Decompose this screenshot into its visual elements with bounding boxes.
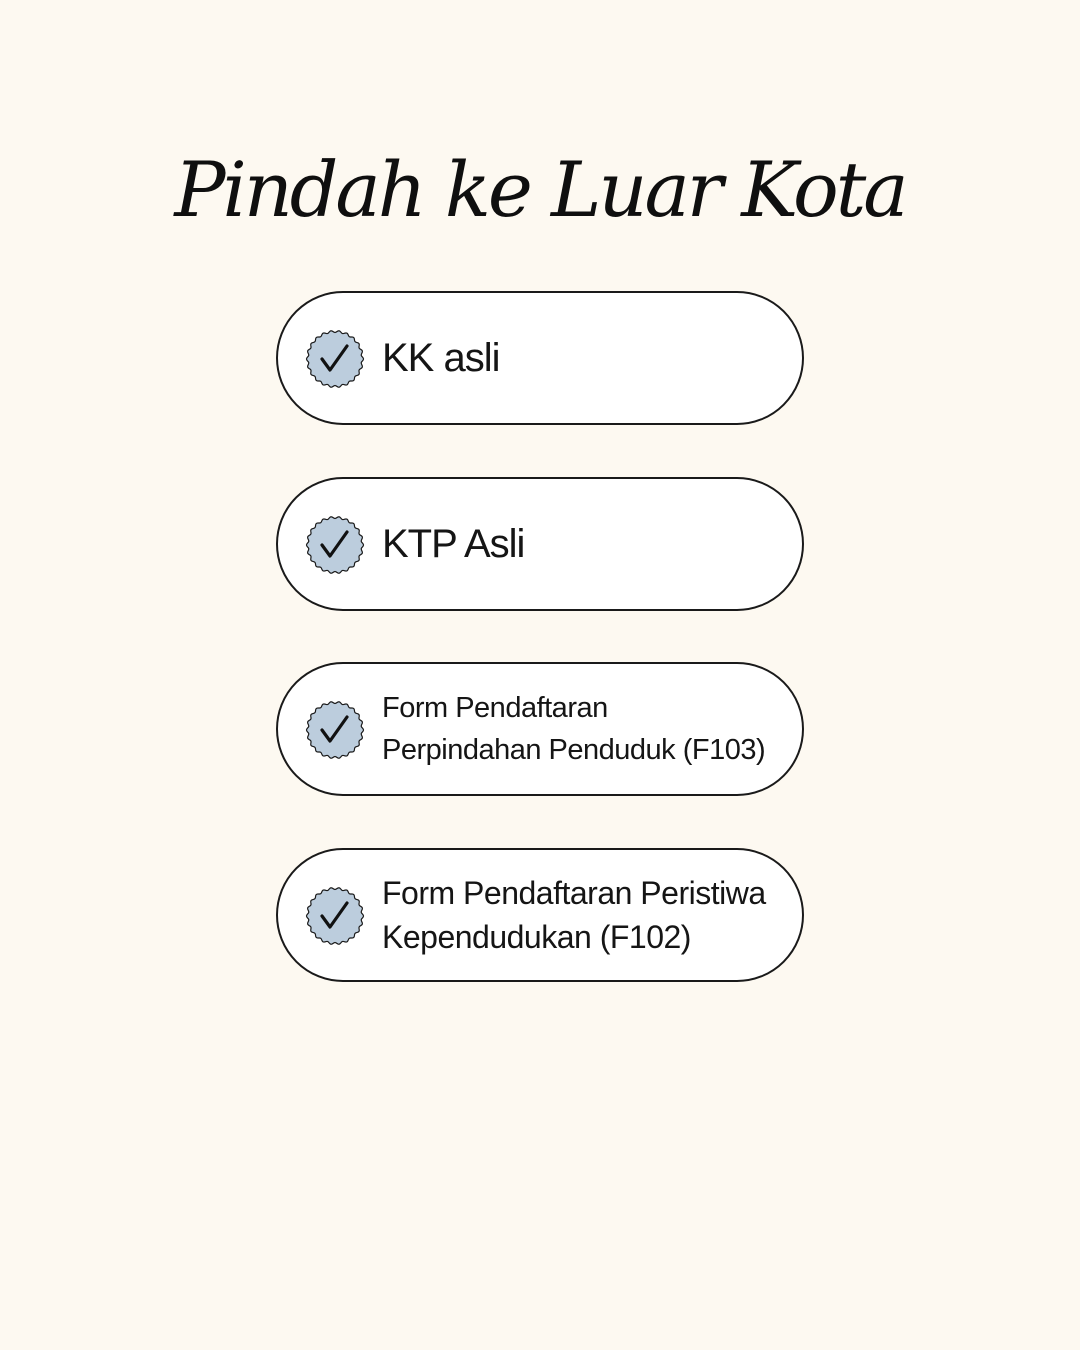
check-badge-icon bbox=[305, 886, 365, 946]
check-badge-icon bbox=[305, 515, 365, 575]
checklist-item-label: KTP Asli bbox=[382, 521, 525, 566]
checklist-item-label: KK asli bbox=[382, 335, 500, 380]
checklist-item-f102 bbox=[276, 848, 804, 982]
checklist-item-ktp bbox=[276, 477, 804, 611]
checklist-item-f103 bbox=[276, 662, 804, 796]
checklist-item-label-line-2: Kependudukan (F102) bbox=[382, 919, 691, 955]
check-badge-icon bbox=[305, 700, 365, 760]
checklist-item-kk bbox=[276, 291, 804, 425]
check-badge-icon bbox=[305, 329, 365, 389]
checklist-item-label-line-2: Perpindahan Penduduk (F103) bbox=[382, 734, 766, 766]
checklist-item-label-line-1: Form Pendaftaran Peristiwa bbox=[382, 875, 766, 911]
checklist-item-label-line-1: Form Pendaftaran bbox=[382, 692, 608, 724]
page-title: Pindah ke Luar Kota bbox=[174, 145, 906, 234]
